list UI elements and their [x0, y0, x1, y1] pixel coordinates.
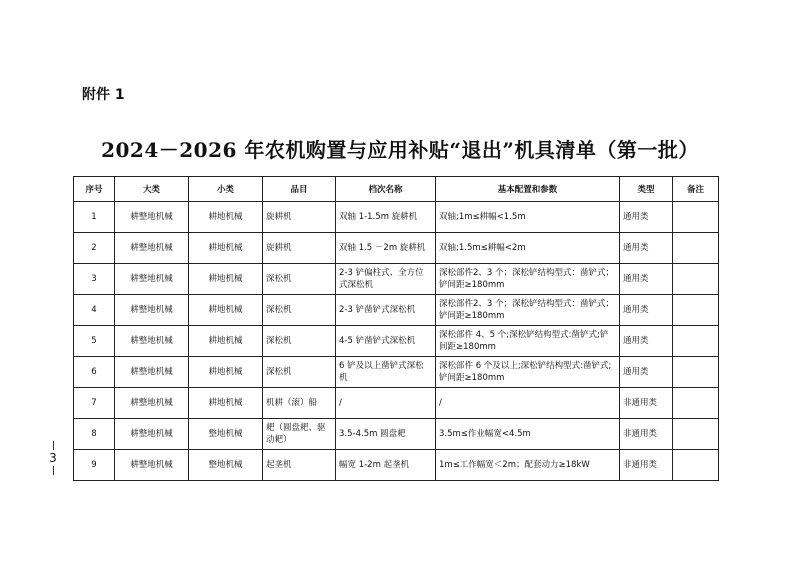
cell-grade: 幅宽 1-2m 起垄机 [336, 450, 436, 481]
cell-type: 非通用类 [620, 450, 673, 481]
cell-category: 耕整地机械 [115, 202, 189, 233]
cell-category: 耕整地机械 [115, 419, 189, 450]
cell-grade: 双轴 1-1.5m 旋耕机 [336, 202, 436, 233]
cell-item: 深松机 [263, 357, 336, 388]
table-header-row [74, 177, 719, 202]
cell-grade: 3.5-4.5m 圆盘耙 [336, 419, 436, 450]
cell-subcategory: 耕地机械 [189, 295, 263, 326]
cell-type: 通用类 [620, 264, 673, 295]
cell-subcategory: 耕地机械 [189, 202, 263, 233]
cell-category: 耕整地机械 [115, 450, 189, 481]
cell-spec: 双轴;1m≤耕幅<1.5m [436, 202, 620, 233]
cell-item: 深松机 [263, 326, 336, 357]
cell-note [673, 450, 719, 481]
cell-category: 耕整地机械 [115, 326, 189, 357]
cell-note [673, 388, 719, 419]
cell-grade: 2-3 铲凿铲式深松机 [336, 295, 436, 326]
cell-subcategory: 耕地机械 [189, 357, 263, 388]
header-no: 序号 [74, 177, 115, 202]
cell-item: 耙（圆盘耙、驱动耙） [263, 419, 336, 450]
header-type: 类型 [620, 177, 673, 202]
cell-subcategory: 耕地机械 [189, 264, 263, 295]
cell-category: 耕整地机械 [115, 233, 189, 264]
cell-spec: 1m≤工作幅宽＜2m；配套动力≥18kW [436, 450, 620, 481]
cell-type: 通用类 [620, 357, 673, 388]
cell-grade: / [336, 388, 436, 419]
cell-no: 3 [74, 264, 115, 295]
header-grade: 档次名称 [336, 177, 436, 202]
cell-item: 深松机 [263, 295, 336, 326]
cell-category: 耕整地机械 [115, 357, 189, 388]
cell-category: 耕整地机械 [115, 264, 189, 295]
cell-spec: / [436, 388, 620, 419]
cell-note [673, 357, 719, 388]
cell-spec: 双轴;1.5m≤耕幅<2m [436, 233, 620, 264]
cell-no: 9 [74, 450, 115, 481]
page-number-value: 3 [49, 451, 57, 465]
cell-note [673, 326, 719, 357]
page-number-dash-bottom [53, 466, 54, 475]
cell-spec: 深松部件2、3 个；深松铲结构型式：凿铲式；铲间距≥180mm [436, 295, 620, 326]
table-row [74, 357, 719, 388]
cell-subcategory: 耕地机械 [189, 388, 263, 419]
table-row [74, 326, 719, 357]
cell-item: 深松机 [263, 264, 336, 295]
cell-subcategory: 耕地机械 [189, 233, 263, 264]
cell-no: 6 [74, 357, 115, 388]
cell-item: 旋耕机 [263, 233, 336, 264]
cell-no: 7 [74, 388, 115, 419]
machinery-table [73, 176, 719, 481]
cell-category: 耕整地机械 [115, 388, 189, 419]
document-title: 2024－2026 年农机购置与应用补贴“退出”机具清单（第一批） [101, 138, 699, 162]
cell-subcategory: 整地机械 [189, 450, 263, 481]
page-number-dash-top [53, 441, 54, 450]
cell-no: 8 [74, 419, 115, 450]
cell-note [673, 233, 719, 264]
cell-no: 5 [74, 326, 115, 357]
cell-grade: 6 铲及以上凿铲式深松机 [336, 357, 436, 388]
header-spec: 基本配置和参数 [436, 177, 620, 202]
cell-type: 非通用类 [620, 388, 673, 419]
cell-type: 非通用类 [620, 419, 673, 450]
cell-category: 耕整地机械 [115, 295, 189, 326]
cell-grade: 双轴 1.5 －2m 旋耕机 [336, 233, 436, 264]
cell-no: 1 [74, 202, 115, 233]
attachment-label: 附件 1 [82, 87, 125, 103]
cell-subcategory: 耕地机械 [189, 326, 263, 357]
cell-item: 起垄机 [263, 450, 336, 481]
header-note: 备注 [673, 177, 719, 202]
cell-type: 通用类 [620, 233, 673, 264]
cell-spec: 深松部件 6 个及以上;深松铲结构型式:凿铲式;铲间距≥180mm [436, 357, 620, 388]
cell-note [673, 202, 719, 233]
header-item: 品目 [263, 177, 336, 202]
cell-note [673, 419, 719, 450]
cell-type: 通用类 [620, 295, 673, 326]
cell-spec: 深松部件 4、5 个;深松铲结构型式:凿铲式;铲间距≥180mm [436, 326, 620, 357]
cell-subcategory: 整地机械 [189, 419, 263, 450]
cell-spec: 3.5m≤作业幅宽<4.5m [436, 419, 620, 450]
cell-item: 旋耕机 [263, 202, 336, 233]
cell-no: 2 [74, 233, 115, 264]
table-row [74, 264, 719, 295]
cell-grade: 2-3 铲偏柱式、全方位式深松机 [336, 264, 436, 295]
page-number [46, 440, 60, 476]
cell-no: 4 [74, 295, 115, 326]
table-row [74, 419, 719, 450]
table-row [74, 388, 719, 419]
cell-grade: 4-5 铲凿铲式深松机 [336, 326, 436, 357]
header-subcategory: 小类 [189, 177, 263, 202]
cell-note [673, 295, 719, 326]
table-row [74, 233, 719, 264]
cell-item: 机耕（滚）船 [263, 388, 336, 419]
header-category: 大类 [115, 177, 189, 202]
cell-type: 通用类 [620, 326, 673, 357]
cell-spec: 深松部件2、3 个；深松铲结构型式：凿铲式；铲间距≥180mm [436, 264, 620, 295]
table-row [74, 295, 719, 326]
table-row [74, 202, 719, 233]
cell-type: 通用类 [620, 202, 673, 233]
table-row [74, 450, 719, 481]
cell-note [673, 264, 719, 295]
